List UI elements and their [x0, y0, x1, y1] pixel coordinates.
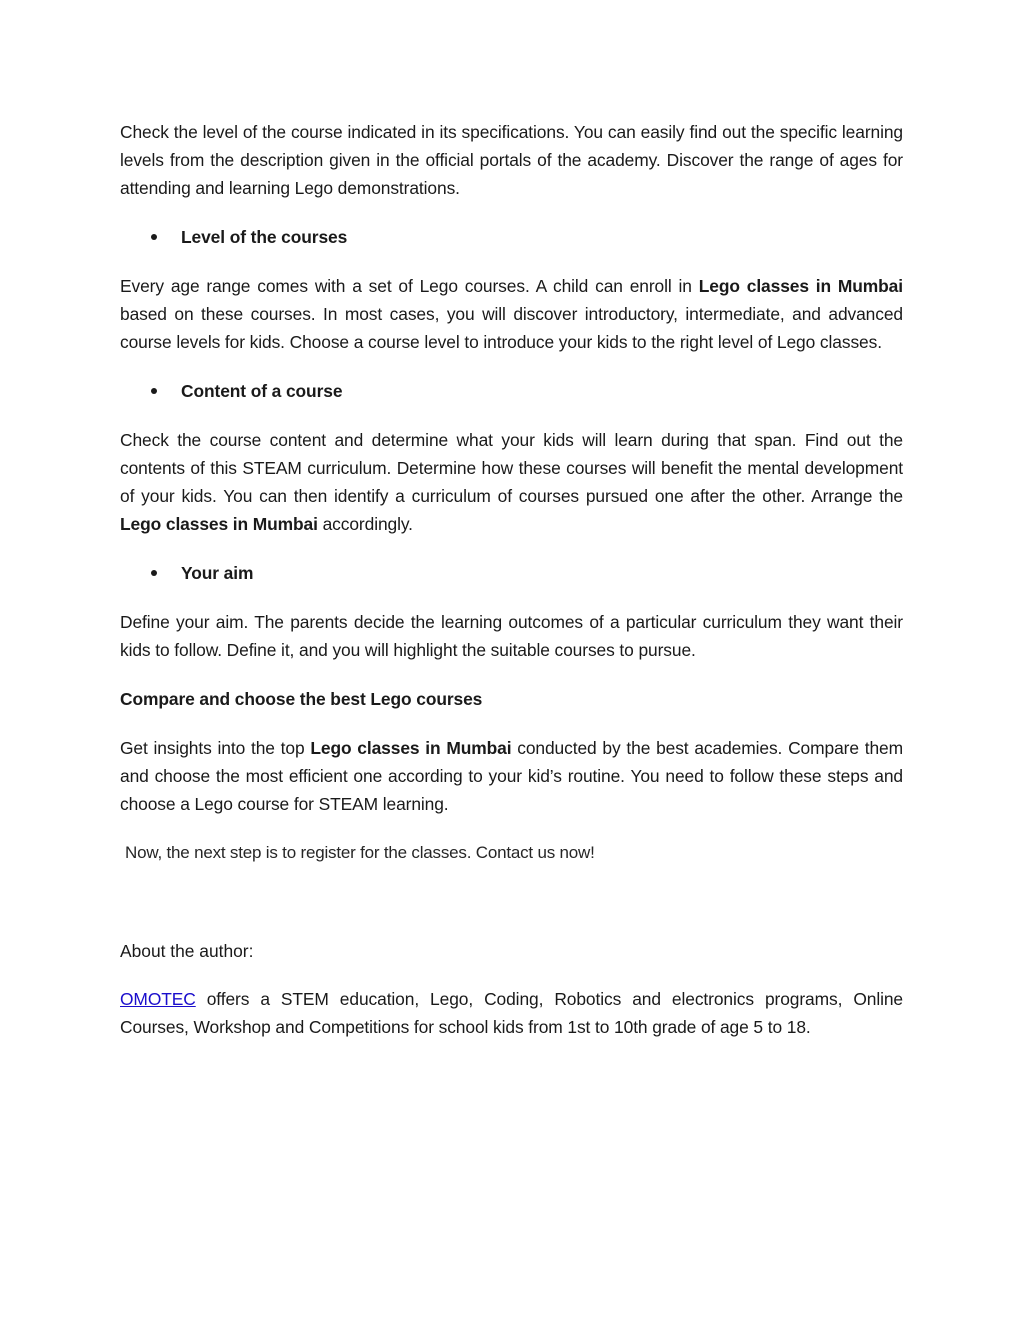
omotec-link[interactable]: OMOTEC: [120, 989, 196, 1009]
bullet-label: Level of the courses: [181, 227, 348, 247]
bold-keyword: Lego classes in Mumbai: [310, 738, 512, 758]
content-paragraph: [120, 426, 903, 538]
paragraph-text: accordingly.: [317, 514, 413, 534]
paragraph-text: Every age range comes with a set of Lego courses. A child can enroll in: [120, 276, 699, 296]
author-paragraph: [120, 985, 903, 1041]
bullet-content-of-course: [120, 377, 903, 405]
bullet-label: Content of a course: [181, 381, 343, 401]
bullet-dot-icon: [151, 570, 157, 576]
intro-paragraph: Check the level of the course indicated in its specifications. You can easily find out the specific learning levels from the description given in the official portals of the academy. Discover the range of ages for attending and learning Lego demonstrations.: [120, 122, 903, 198]
paragraph-text: Get insights into the top: [120, 738, 311, 758]
bullet-level-of-courses: [120, 223, 903, 251]
paragraph-text: conducted by the best academies. Compare them and choose the most efficient one according to your kid’s routine. You need to follow these steps and choose a Lego course for STEAM learning.: [120, 738, 903, 814]
bullet-dot-icon: [151, 234, 157, 240]
aim-paragraph: Define your aim. The parents decide the learning outcomes of a particular curriculum they want their kids to follow. Define it, and you will highlight the suitable courses to pursue.: [120, 612, 903, 660]
bullet-your-aim: [120, 559, 903, 587]
section-heading: Compare and choose the best Lego courses: [120, 689, 483, 709]
call-to-action: Now, the next step is to register for the classes. Contact us now!: [125, 843, 595, 862]
document-page: [120, 118, 903, 1062]
bullet-label: Your aim: [181, 563, 254, 583]
paragraph-text: offers a STEM education, Lego, Coding, Robotics and electronics programs, Online Courses, Workshop and Competitions for school kids from 1st to 10th grade of age 5 to 18.: [120, 989, 903, 1037]
paragraph-text: based on these courses. In most cases, you will discover introductory, intermediate, and advanced course levels for kids. Choose a course level to introduce your kids to the right level of Lego classes.: [120, 304, 903, 352]
compare-paragraph: [120, 734, 903, 818]
bold-keyword: Lego classes in Mumbai: [698, 276, 903, 296]
level-paragraph: [120, 272, 903, 356]
bold-keyword: Lego classes in Mumbai: [120, 514, 318, 534]
bullet-dot-icon: [151, 388, 157, 394]
about-author-label: About the author:: [120, 941, 254, 961]
paragraph-text: Check the course content and determine what your kids will learn during that span. Find out the contents of this STEAM curriculum. Determine how these courses will benefit the mental development of your kids. You can then identify a curriculum of courses pursued one after the other. Arrange the: [120, 430, 903, 506]
